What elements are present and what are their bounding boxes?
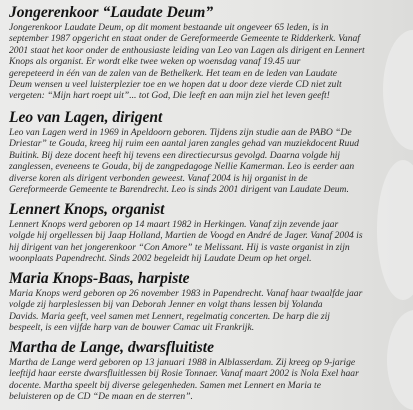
body-line: september 1987 opgericht en staat onder de Gereformeerde Gemeente te Ridderkerk. Vanaf	[9, 33, 360, 45]
body-line: volgde zij harpleslessen bij van Deborah Jenner en volgt thans lessen bij Yolanda	[9, 299, 323, 311]
body-line: Martha de Lange werd geboren op 13 januari 1988 in Alblasserdam. Zij kreeg op 9-jarige	[9, 357, 356, 368]
section-harpist	[9, 270, 405, 334]
body-line: gerepeteerd in één van de zalen van de Bethelkerk. Het team en de leden van Laudate	[9, 67, 338, 79]
section-conductor	[9, 109, 405, 195]
section-body	[9, 22, 405, 102]
body-line: 2001 staat het koor onder de enthousiaste leiding van Leo van Lagen als dirigent en Lennert	[9, 44, 365, 56]
body-line: beluisteren op de CD “De maan en de sterren”.	[9, 391, 193, 403]
section-heading: Lennert Knops, organist	[9, 201, 165, 218]
body-line: Buitink. Bij deze docent heeft hij tevens een directiecursus gevolgd. Daarna volgde hij	[9, 149, 341, 161]
body-line: vergeten: “Mijn hart roept uit”... tot God, Die leeft en aan mijn ziel het leven geeft!	[9, 90, 330, 102]
body-line: woonplaats Papendrecht. Sinds 2002 begeleidt hij Laudate Deum op het orgel.	[9, 253, 312, 265]
section-heading: Jongerenkoor “Laudate Deum”	[9, 4, 214, 21]
body-line: Knops als organist. Er wordt elke twee weken op woensdag vanaf 19.45 uur	[9, 56, 301, 68]
section-heading: Martha de Lange, dwarsfluitiste	[9, 339, 214, 356]
section-choir	[9, 4, 405, 102]
section-body	[9, 288, 405, 334]
body-line: docente. Martha speelt bij diverse gelegenheden. Samen met Lennert en Maria te	[9, 379, 321, 391]
section-heading: Maria Knops-Baas, harpiste	[9, 270, 190, 287]
body-line: diverse koren als dirigent verbonden geweest. Vanaf 2004 is hij organist in de	[9, 172, 308, 184]
section-flutist	[9, 339, 405, 403]
body-line: hij dirigent van het jongerenkoor “Con Amore” te Melissant. Hij is vaste organist in zijn	[9, 241, 350, 253]
section-organist	[9, 201, 405, 265]
body-line: Gereformeerde Gemeente te Barendrecht. Leo is sinds 2001 dirigent van Laudate Deum.	[9, 184, 349, 196]
section-body	[9, 219, 405, 265]
body-line: zanglessen, eveneens te Gouda, bij de zangpedagoge Nellie Kamerman. Leo is eerder aan	[9, 161, 355, 173]
body-line: bespeelt, is een vijfde harp van de bouwer Camac uit Frankrijk.	[9, 322, 255, 334]
body-line: leeftijd haar eerste dwarsfluitlessen bij Rosie Tonnaer. Vanaf maart 2002 is Nola Exel haar	[9, 368, 359, 380]
body-line: Lennert Knops werd geboren op 14 maart 1982 in Herkingen. Vanaf zijn zevende jaar	[9, 219, 339, 230]
body-line: Deum wensen u veel luisterplezier toe en we hopen dat u door deze vierde CD niet zult	[9, 79, 342, 91]
body-line: Leo van Lagen werd in 1969 in Apeldoorn geboren. Tijdens zijn studie aan de PABO “De	[9, 127, 352, 138]
section-heading: Leo van Lagen, dirigent	[9, 109, 163, 126]
body-line: Maria Knops werd geboren op 26 november 1983 in Papendrecht. Vanaf haar twaalfde jaar	[9, 288, 363, 299]
section-body	[9, 127, 405, 195]
body-line: volgde hij orgellessen bij Jaap Holland, Martien de Voogd en André de Jager. Vanaf 2004 is	[9, 230, 363, 242]
section-body	[9, 357, 405, 403]
body-line: Driestar” te Gouda, kreeg hij ruim een aantal jaren zangles gehad van muziekdocent Ruud	[9, 138, 359, 150]
body-line: Davids. Maria geeft, veel samen met Lennert, regelmatig concerten. De harp die zij	[9, 310, 330, 322]
body-line: Jongerenkoor Laudate Deum, op dit moment bestaande uit ongeveer 65 leden, is in	[9, 22, 329, 33]
